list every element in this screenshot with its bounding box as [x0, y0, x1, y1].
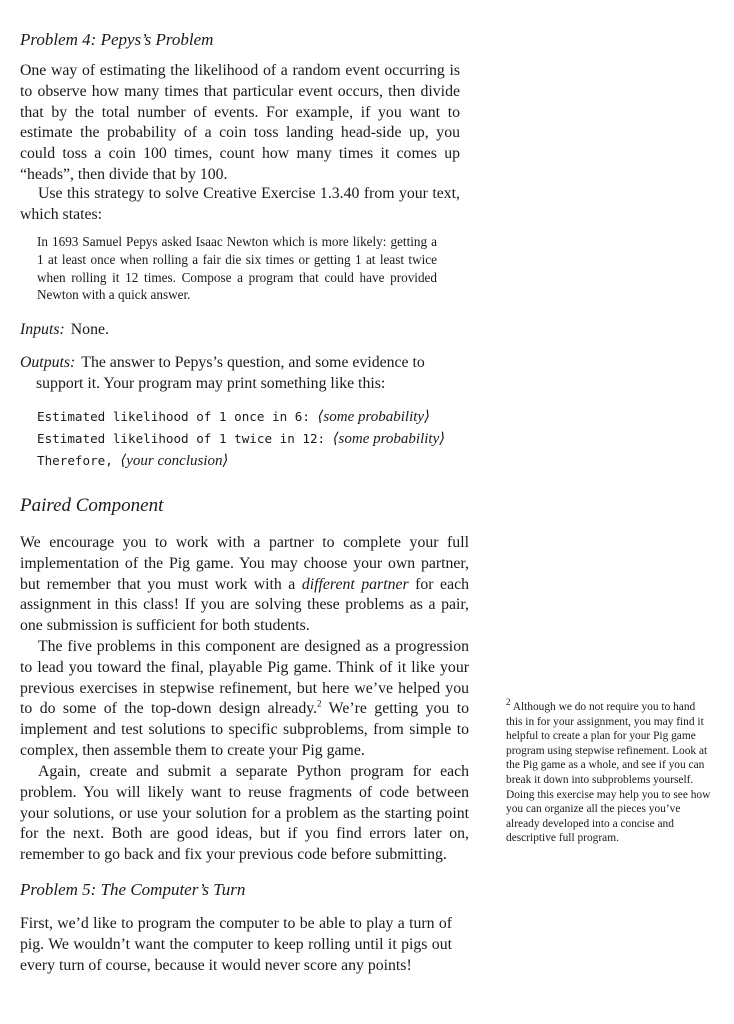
code-text: Therefore,: [37, 453, 121, 468]
sample-output-block: [37, 406, 467, 472]
sidenote: [506, 697, 714, 846]
sidenote-marker: 2: [506, 697, 511, 708]
problem-4-strategy: Use this strategy to solve Creative Exercise 1.3.40 from your text, which states:: [20, 185, 460, 223]
outputs-label: Outputs:: [20, 354, 76, 371]
paired-p1-emphasis: different partner: [301, 575, 409, 593]
inputs-text: None.: [70, 321, 109, 338]
code-placeholder: ⟨your conclusion⟩: [120, 453, 229, 469]
sidenote-text: Although we do not require you to hand this in for your assignment, you may find it helpful to create a plan for your Pig game program using stepwise refinement. Look at the Pig game as a whole, and see if you can break it down into subproblems yourself. Doing this exercise may help you to see how you can organize all the pieces you’ve already developed into a concise and descriptive full program.: [506, 701, 711, 845]
code-placeholder: ⟨some probability⟩: [332, 431, 446, 447]
problem-5-title: Problem 5: The Computer’s Turn: [20, 880, 246, 899]
problem-5-text: First, we’d like to program the computer to be able to play a turn of pig. We wouldn’t want the computer to keep rolling until it pigs out every turn of course, because it would never score any points!: [20, 915, 452, 974]
inputs-label: Inputs:: [20, 321, 65, 338]
exercise-quote: In 1693 Samuel Pepys asked Isaac Newton which is more likely: getting a 1 at least once when rolling a fair die six times or getting 1 at least twice when rolling it 12 times. Compose a program that could have provided Newton with a quick answer.: [37, 234, 437, 303]
paired-component-title: Paired Component: [20, 495, 164, 516]
paired-paragraph-3: Again, create and submit a separate Python program for each problem. You will likely want to reuse fragments of code between your solutions, or use your solution for a problem as the starting point for the next. Both are good ideas, but if you find errors later on, remember to go back and fix your previous code before submitting.: [20, 763, 469, 864]
paired-p1-text-end: for each assignment in this class! If you are solving these problems as a pair, one submission is sufficient for both students.: [20, 575, 469, 635]
footnote-marker: 2: [317, 699, 322, 710]
code-line: [37, 450, 467, 472]
paired-paragraph-2: [20, 637, 469, 762]
paired-p1-text: We encourage you to work with a partner to complete your full implementation of the Pig game. You may choose your own partner, but remember that you must work with a: [20, 534, 469, 593]
code-text: Estimated likelihood of 1 twice in 12:: [37, 431, 333, 446]
paired-paragraph-1: [20, 533, 469, 637]
code-text: Estimated likelihood of 1 once in 6:: [37, 409, 318, 424]
code-line: [37, 406, 467, 428]
code-line: [37, 428, 467, 450]
code-placeholder: ⟨some probability⟩: [317, 409, 430, 425]
problem-4-intro: One way of estimating the likelihood of a random event occurring is to observe how many times that particular event occurs, then divide that by the total number of events. For example, if you want to estimate the probability of a coin toss landing head-side up, you could toss a coin 100 times, count how many times it comes up “heads”, then divide that by 100.: [20, 62, 460, 183]
problem-4-title: Problem 4: Pepys’s Problem: [20, 30, 214, 49]
outputs-line: [20, 353, 454, 395]
paired-p2-text-end: We’re getting you to implement and test solutions to specific subproblems, from simple to complex, then assemble them to create your Pig game.: [20, 700, 469, 759]
outputs-text: The answer to Pepys’s question, and some evidence to support it. Your program may print something like this:: [36, 354, 425, 392]
inputs-line: [20, 320, 460, 341]
paired-p2-text: The five problems in this component are designed as a progression to lead you toward the final, playable Pig game. Think of it like your previous exercises in stepwise refinement, but here we’ve helped you to do some of the top-down design already.: [20, 638, 469, 718]
